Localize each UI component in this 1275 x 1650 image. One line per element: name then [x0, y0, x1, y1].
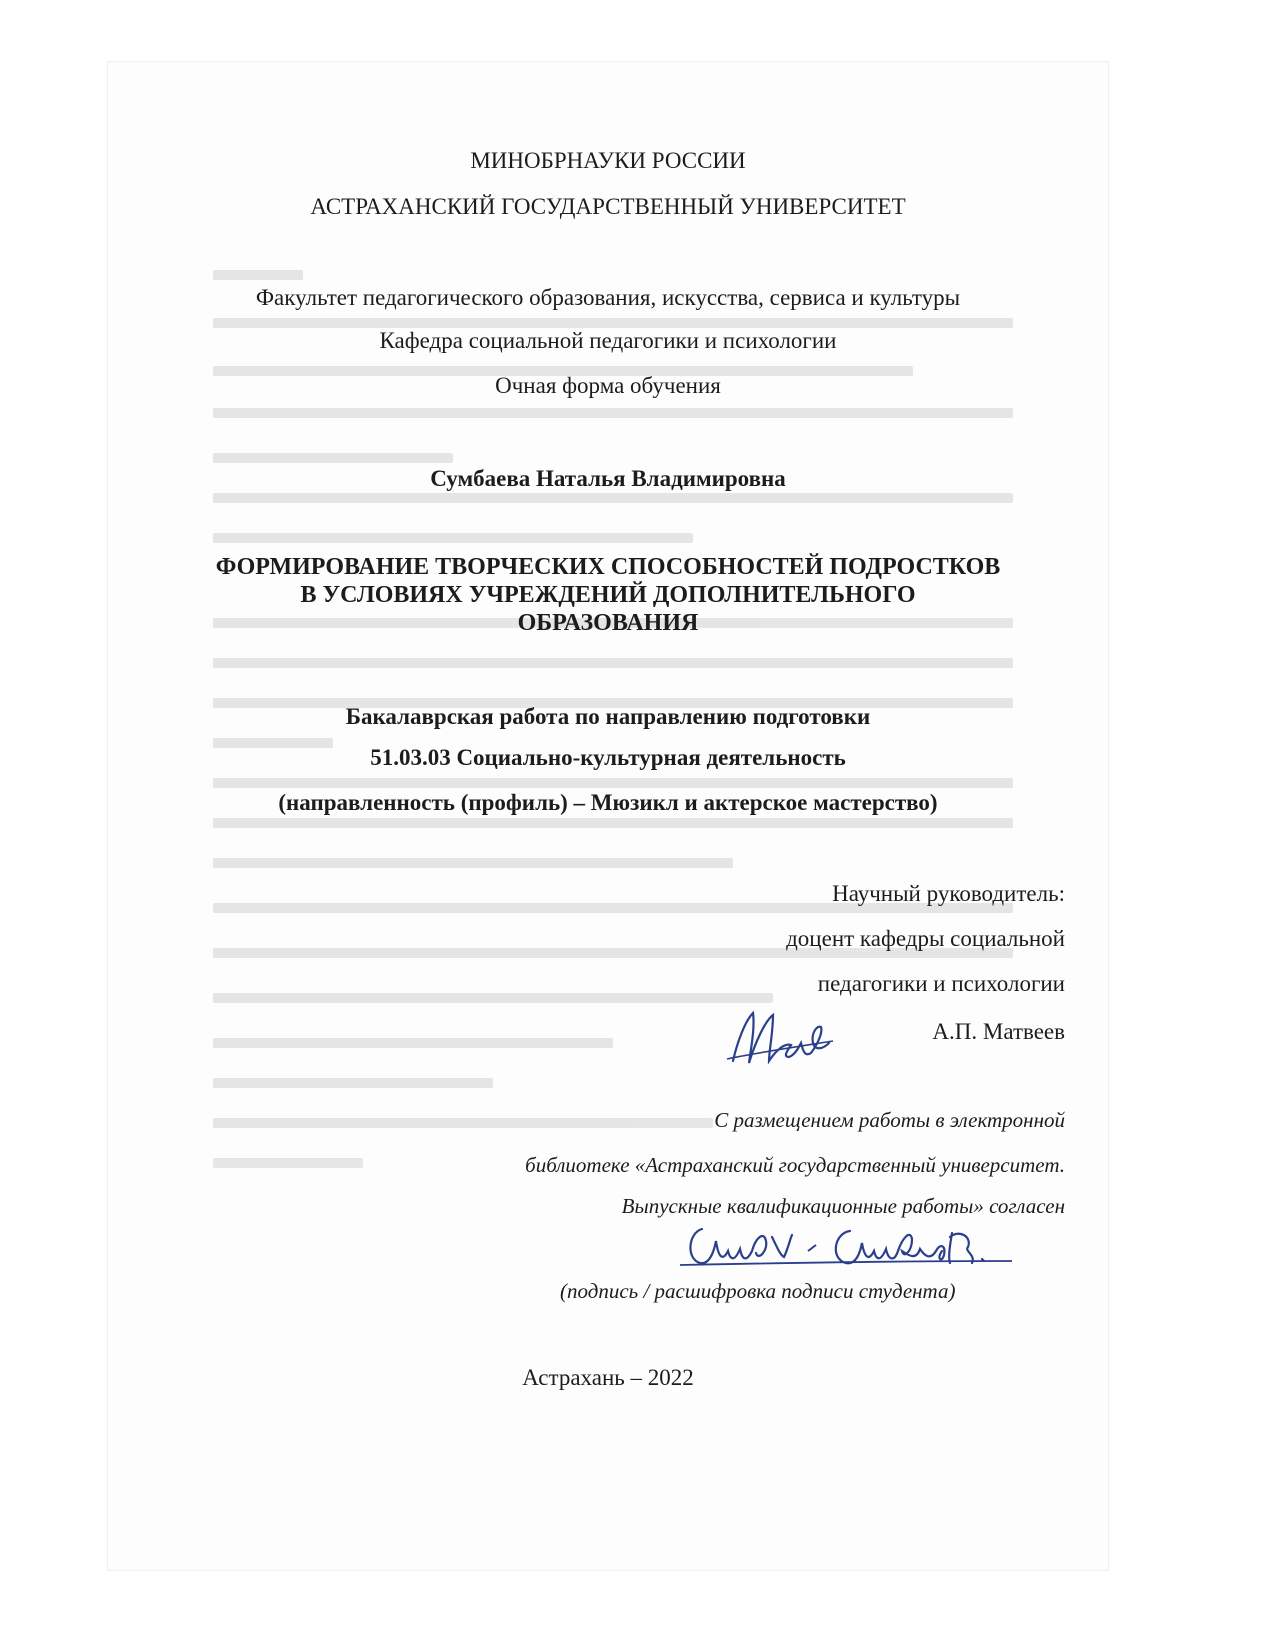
- supervisor-signature: [725, 1003, 835, 1073]
- signature-caption: (подпись / расшифровка подписи студента): [560, 1279, 956, 1303]
- thesis-title-line-2: В УСЛОВИЯХ УЧРЕЖДЕНИЙ ДОПОЛНИТЕЛЬНОГО: [300, 582, 916, 608]
- thesis-title-line-1: ФОРМИРОВАНИЕ ТВОРЧЕСКИХ СПОСОБНОСТЕЙ ПОДРОСТКОВ: [215, 554, 1001, 580]
- consent-line-2: библиотеке «Астраханский государственный университет.: [525, 1153, 1065, 1177]
- supervisor-name: А.П. Матвеев: [932, 1019, 1065, 1044]
- supervisor-position-1: доцент кафедры социальной: [786, 926, 1065, 951]
- consent-line-1: С размещением работы в электронной: [714, 1108, 1065, 1132]
- supervisor-position-2: педагогики и психологии: [817, 971, 1065, 996]
- thesis-title-line-3: ОБРАЗОВАНИЯ: [517, 610, 699, 636]
- author-name: Сумбаева Наталья Владимировна: [430, 466, 786, 491]
- supervisor-label: Научный руководитель:: [832, 881, 1065, 906]
- student-signature: [680, 1215, 1020, 1279]
- direction-profile: (направленность (профиль) – Мюзикл и актерское мастерство): [278, 790, 938, 815]
- city-year: Астрахань – 2022: [522, 1365, 694, 1390]
- consent-line-3: Выпускные квалификационные работы» согласен: [621, 1194, 1065, 1218]
- study-form: Очная форма обучения: [495, 373, 721, 398]
- work-type: Бакалаврская работа по направлению подготовки: [345, 704, 871, 729]
- direction-code: 51.03.03 Социально-культурная деятельность: [370, 745, 846, 770]
- faculty-name: Факультет педагогического образования, искусства, сервиса и культуры: [255, 285, 961, 310]
- department-name: Кафедра социальной педагогики и психологии: [379, 328, 837, 353]
- university-heading: АСТРАХАНСКИЙ ГОСУДАРСТВЕННЫЙ УНИВЕРСИТЕТ: [310, 194, 906, 219]
- ministry-heading: МИНОБРНАУКИ РОССИИ: [470, 148, 746, 173]
